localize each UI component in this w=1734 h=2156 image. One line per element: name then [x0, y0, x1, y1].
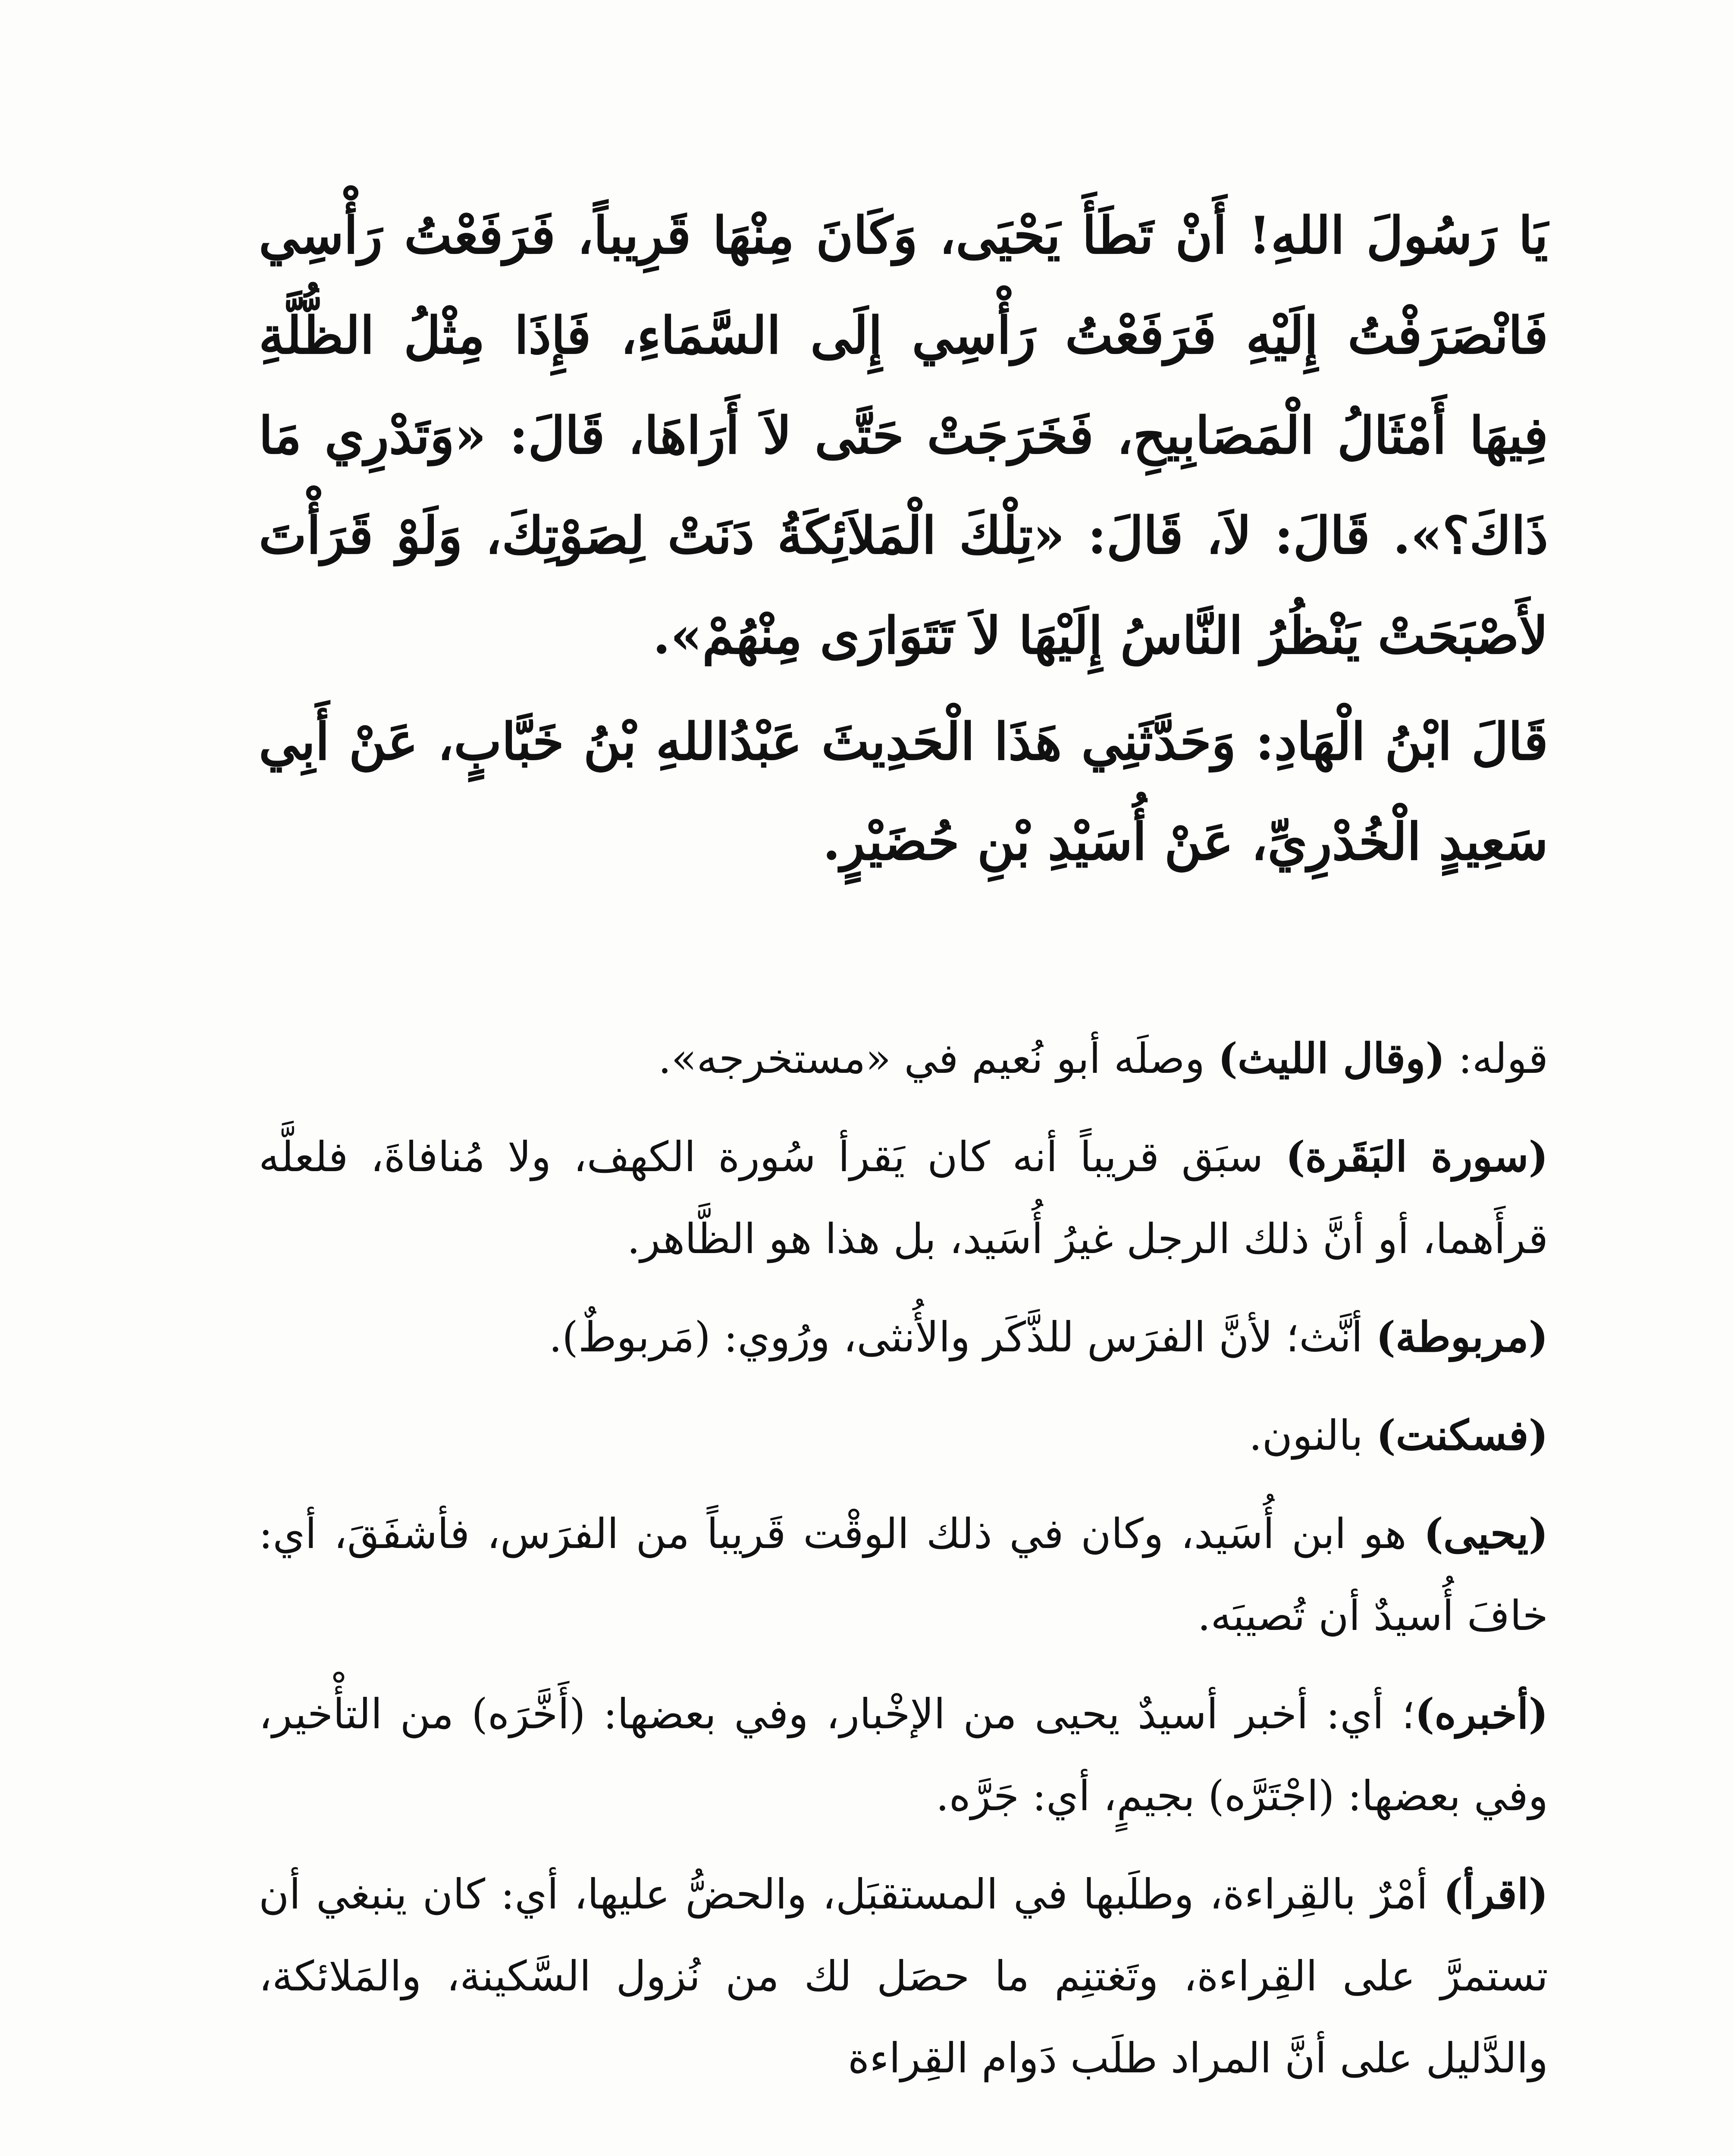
commentary-prefix: قوله: — [1445, 1034, 1548, 1083]
commentary-body: سبَق قريباً أنه كان يَقرأ سُورة الكهف، ولا مُنافاةَ، فلعلَّه قرأَهما، أو أنَّ ذلك الرجل غيرُ أُسَيد، بل هذا هو الظَّاهر. — [259, 1133, 1548, 1263]
hadith-paragraph: قَالَ ابْنُ الْهَادِ: وَحَدَّثَنِي هَذَا الْحَدِيثَ عَبْدُاللهِ بْنُ خَبَّابٍ، عَنْ أَبِي سَعِيدٍ الْخُدْرِيِّ، عَنْ أُسَيْدِ بْنِ حُضَيْرٍ. — [259, 711, 1548, 871]
lemma: (فسكنت) — [1376, 1411, 1548, 1460]
lemma: (يحيى) — [1424, 1509, 1548, 1558]
commentary-paragraph — [259, 1018, 1548, 1100]
commentary-paragraph — [259, 1116, 1548, 1280]
commentary-paragraph — [259, 1296, 1548, 1378]
lemma: (أخبره) — [1414, 1689, 1548, 1738]
hadith-text — [259, 185, 1548, 898]
commentary-body: أنَّث؛ لأنَّ الفرَس للذَّكَر والأُنثى، ورُوي: (مَربوطٌ). — [549, 1313, 1376, 1361]
commentary-body: أمْرٌ بالقِراءة، وطلَبها في المستقبَل، والحضُّ عليها، أي: كان ينبغي أن تستمرَّ على القِراءة، وتَغتنِم ما حصَل لك من نُزول السَّكينة، والمَلائكة، والدَّليل على أنَّ المراد طلَب دَوام القِراءة — [259, 1870, 1549, 2082]
commentary-body: وصلَه أبو نُعيم في «مستخرجه». — [658, 1034, 1218, 1083]
commentary-body: هو ابن أُسَيد، وكان في ذلك الوقْت قَريباً من الفرَس، فأشفَقَ، أي: خافَ أُسيدٌ أن تُصيبَه. — [259, 1510, 1548, 1640]
commentary-paragraph — [259, 1673, 1548, 1837]
lemma: (اقرأ) — [1443, 1870, 1548, 1918]
commentary-text — [259, 1018, 1548, 2115]
commentary-body: بالنون. — [1249, 1411, 1377, 1460]
commentary-paragraph — [259, 1395, 1548, 1476]
commentary-body: ؛ أي: أخبر أسيدٌ يحيى من الإخْبار، وفي بعضها: (أَخَّرَه) من التأْخير، وفي بعضها: (اجْتَرَّه) بجيمٍ، أي: جَرَّه. — [259, 1690, 1548, 1820]
lemma: (وقال الليث) — [1218, 1034, 1445, 1083]
commentary-paragraph — [259, 1853, 1548, 2099]
hadith-paragraph: يَا رَسُولَ اللهِ! أَنْ تَطَأَ يَحْيَى، وَكَانَ مِنْهَا قَرِيباً، فَرَفَعْتُ رَأْسِي فَانْصَرَفْتُ إِلَيْهِ فَرَفَعْتُ رَأْسِي إِلَى السَّمَاءِ، فَإِذَا مِثْلُ الظُّلَّةِ فِيهَا أَمْثَالُ الْمَصَابِيحِ، فَخَرَجَتْ حَتَّى لاَ أَرَاهَا، قَالَ: «وَتَدْرِي مَا ذَاكَ؟». قَالَ: لاَ، قَالَ: «تِلْكَ الْمَلاَئِكَةُ دَنَتْ لِصَوْتِكَ، وَلَوْ قَرَأْتَ لأَصْبَحَتْ يَنْظُرُ النَّاسُ إِلَيْهَا لاَ تَتَوَارَى مِنْهُمْ». — [259, 205, 1548, 665]
lemma: (سورة البَقَرة) — [1286, 1132, 1549, 1181]
commentary-paragraph — [259, 1493, 1548, 1657]
lemma: (مربوطة) — [1376, 1313, 1548, 1361]
